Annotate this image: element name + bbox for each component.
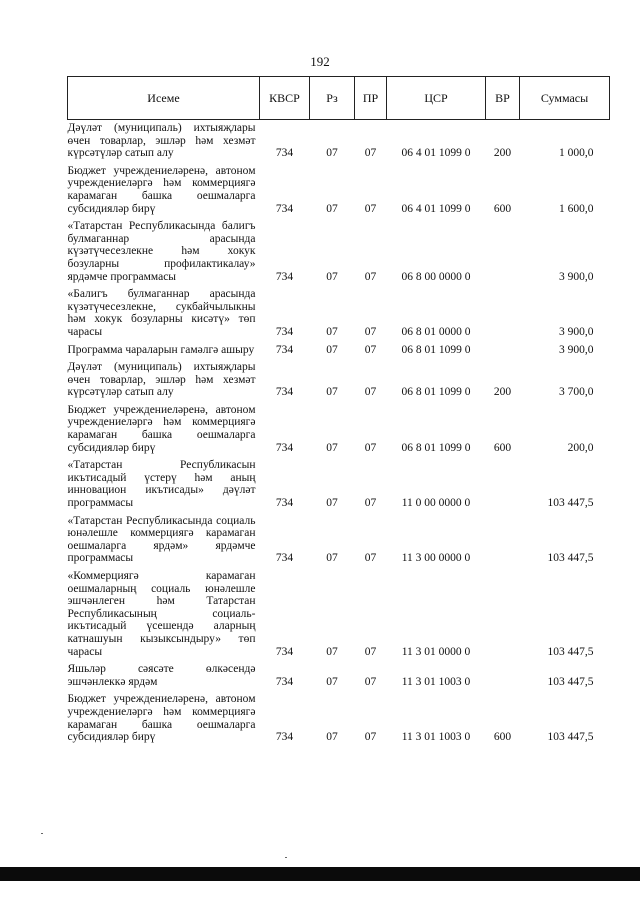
header-rz: Рз — [310, 77, 355, 120]
row-pr: 07 — [364, 270, 377, 283]
row-csr: 11 3 00 0000 0 — [401, 552, 471, 565]
row-rz: 07 — [326, 147, 338, 160]
row-sum: 200,0 — [567, 441, 594, 454]
scan-speck — [285, 857, 287, 858]
row-vr — [486, 513, 520, 568]
row-csr: 06 8 01 1099 0 — [401, 386, 471, 399]
row-sum: 103 447,5 — [547, 645, 594, 658]
row-rz: 07 — [326, 552, 338, 565]
row-name: «Татарстан Республикасында социаль юнәлешле коммерциягә карамаган оешмаларга ярдәм» ярдәмче программасы — [67, 514, 256, 565]
row-csr: 11 3 01 0000 0 — [401, 645, 471, 658]
page-number: 192 — [310, 54, 330, 69]
row-vr — [486, 457, 520, 512]
table-row — [68, 359, 610, 402]
row-name: Дәүләт (муниципаль) ихтыяҗлары өчен товарлар, эшләр һәм хезмәт күрсәтүләр сатып алу — [67, 122, 256, 160]
row-kvsr: 734 — [275, 325, 294, 338]
row-kvsr: 734 — [275, 202, 294, 215]
row-name: Дәүләт (муниципаль) ихтыяҗлары өчен товарлар, эшләр һәм хезмәт күрсәтүләр сатып алу — [67, 361, 256, 399]
row-name: Бюджет учреждениеләренә, автоном учреждениеләргә һәм коммерциягә карамаган башка оешмаларга субсидияләр бирү — [67, 693, 256, 744]
row-vr — [486, 218, 520, 286]
row-rz: 07 — [326, 731, 338, 744]
table-row — [68, 402, 610, 457]
row-sum: 3 700,0 — [559, 386, 594, 399]
table-row — [68, 218, 610, 286]
row-name: Бюджет учреждениеләренә, автоном учреждениеләргә һәм коммерциягә карамаган башка оешмаларга субсидияләр бирү — [67, 164, 256, 215]
row-rz: 07 — [326, 343, 338, 356]
row-name: «Татарстан Республикасын икътисадый үстерү һәм аның инновацион икътисады» дәүләт программасы — [67, 459, 256, 510]
table-header-row — [68, 77, 610, 120]
scan-speck — [41, 833, 43, 834]
row-kvsr: 734 — [275, 497, 294, 510]
table-row — [68, 457, 610, 512]
row-pr: 07 — [364, 675, 377, 688]
row-pr: 07 — [364, 325, 377, 338]
row-pr: 07 — [364, 645, 377, 658]
row-vr: 600 — [493, 731, 512, 744]
row-csr: 06 8 00 0000 0 — [401, 270, 471, 283]
row-name: «Балигъ булмаганнар арасында күзәтүчесезлекне, сукбайчылыкны һәм хокук бозуларны кисәтү» төп чарасы — [67, 288, 256, 338]
row-vr — [486, 661, 520, 691]
row-kvsr: 734 — [275, 645, 294, 658]
header-pr: ПР — [355, 77, 387, 120]
row-sum: 3 900,0 — [559, 325, 594, 338]
row-kvsr: 734 — [275, 147, 294, 160]
table-row — [68, 286, 610, 341]
row-pr: 07 — [364, 731, 377, 744]
header-name: Исеме — [68, 77, 260, 120]
header-vr: ВР — [486, 77, 520, 120]
row-csr: 06 4 01 1099 0 — [401, 202, 471, 215]
table-row — [68, 568, 610, 661]
row-sum: 1 600,0 — [559, 202, 594, 215]
header-kvsr: КВСР — [260, 77, 310, 120]
row-vr — [486, 342, 520, 360]
row-pr: 07 — [364, 202, 377, 215]
row-pr: 07 — [364, 343, 377, 356]
row-pr: 07 — [364, 441, 377, 454]
table-row — [68, 163, 610, 218]
row-sum: 3 900,0 — [559, 343, 594, 356]
row-kvsr: 734 — [275, 675, 294, 688]
table-row — [68, 513, 610, 568]
row-name: Программа чараларын гамәлгә ашыру — [67, 343, 255, 356]
row-sum: 103 447,5 — [547, 497, 594, 510]
table-row — [68, 691, 610, 746]
row-csr: 06 8 01 1099 0 — [401, 441, 471, 454]
row-name: Яшьләр сәясәте өлкәсендә эшчәнлеккә ярдәм — [67, 663, 256, 688]
row-pr: 07 — [364, 497, 377, 510]
row-sum: 103 447,5 — [547, 552, 594, 565]
row-csr: 06 4 01 1099 0 — [401, 147, 471, 160]
row-pr: 07 — [364, 147, 377, 160]
row-vr: 200 — [493, 147, 512, 160]
row-vr — [486, 286, 520, 341]
scan-border-bar — [0, 867, 640, 881]
row-vr: 600 — [493, 202, 512, 215]
row-csr: 11 0 00 0000 0 — [401, 497, 471, 510]
row-kvsr: 734 — [275, 731, 294, 744]
row-vr — [486, 568, 520, 661]
row-rz: 07 — [326, 202, 338, 215]
row-sum: 1 000,0 — [559, 147, 594, 160]
row-kvsr: 734 — [275, 441, 294, 454]
budget-table — [67, 76, 610, 747]
row-rz: 07 — [326, 441, 338, 454]
row-kvsr: 734 — [275, 343, 294, 356]
row-kvsr: 734 — [275, 270, 294, 283]
row-vr: 600 — [493, 441, 512, 454]
row-csr: 11 3 01 1003 0 — [401, 675, 471, 688]
row-name: «Коммерциягә карамаган оешмаларның социаль юнәлешле эшчәнлеген һәм Татарстан Республикасының социаль-икътисадый үсешендә аларның катнашуын кызыксындыру» төп чарасы — [67, 570, 256, 658]
table-row — [68, 661, 610, 691]
row-rz: 07 — [326, 270, 338, 283]
row-rz: 07 — [326, 645, 338, 658]
row-vr: 200 — [493, 386, 512, 399]
row-csr: 11 3 01 1003 0 — [401, 731, 471, 744]
row-csr: 06 8 01 0000 0 — [401, 325, 471, 338]
row-csr: 06 8 01 1099 0 — [401, 343, 471, 356]
table-row — [68, 342, 610, 360]
table-row — [68, 120, 610, 163]
row-name: «Татарстан Республикасында балигъ булмаганнар арасында күзәтүчесезлекне һәм хокук бозуларны профилактикалау» ярдәмче программасы — [67, 220, 256, 283]
row-pr: 07 — [364, 552, 377, 565]
header-sum: Суммасы — [520, 77, 610, 120]
header-csr: ЦСР — [387, 77, 486, 120]
row-sum: 103 447,5 — [547, 675, 594, 688]
row-sum: 3 900,0 — [559, 270, 594, 283]
row-name: Бюджет учреждениеләренә, автоном учреждениеләргә һәм коммерциягә карамаган башка оешмаларга субсидияләр бирү — [67, 403, 256, 454]
row-kvsr: 734 — [275, 552, 294, 565]
row-rz: 07 — [326, 497, 338, 510]
row-pr: 07 — [364, 386, 377, 399]
row-rz: 07 — [326, 675, 338, 688]
row-kvsr: 734 — [275, 386, 294, 399]
row-sum: 103 447,5 — [547, 731, 594, 744]
row-rz: 07 — [326, 386, 338, 399]
row-rz: 07 — [326, 325, 338, 338]
